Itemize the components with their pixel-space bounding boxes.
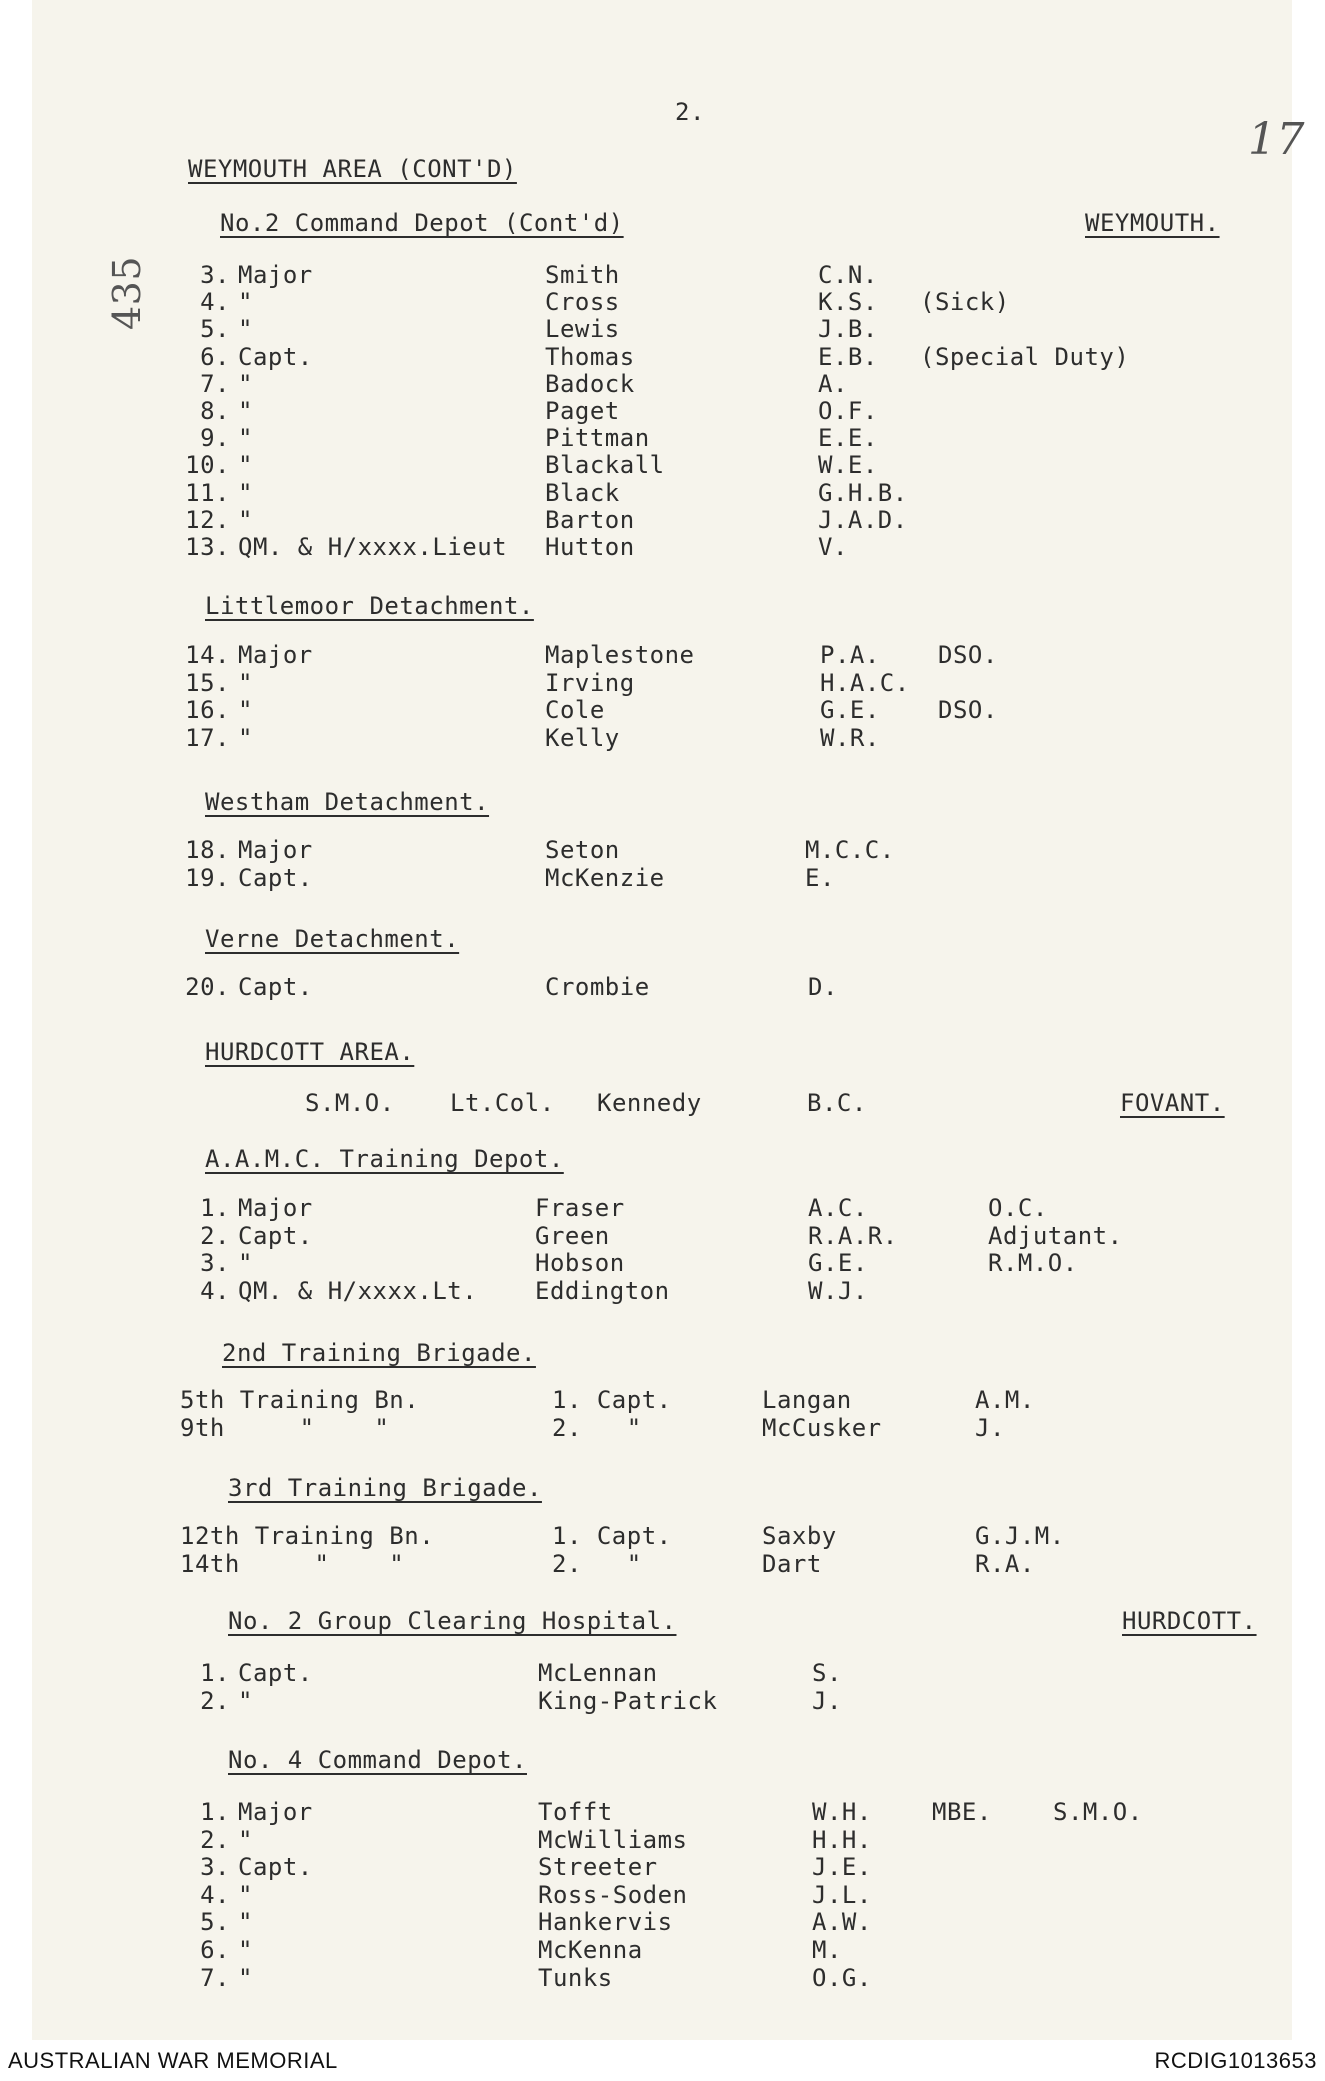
- handwritten-folio: 17: [1248, 114, 1305, 165]
- roster-initials: H.H.: [812, 1825, 872, 1854]
- roster-initials: W.R.: [820, 723, 880, 752]
- roster-number: 4.: [200, 1276, 230, 1305]
- roster-number: 5.: [200, 315, 230, 344]
- roster-surname: Thomas: [545, 342, 635, 371]
- roster-surname: Paget: [545, 397, 620, 425]
- roster-initials: A.C.: [808, 1194, 868, 1222]
- area-title: WEYMOUTH AREA (CONT'D): [188, 155, 517, 183]
- roster-note: MBE.: [932, 1798, 992, 1826]
- roster-rank: ": [238, 1936, 253, 1964]
- roster-rank: ": [238, 696, 253, 724]
- roster-surname: McKenzie: [545, 863, 665, 892]
- roster-initials: O.G.: [812, 1963, 872, 1992]
- roster-surname: Cross: [545, 288, 620, 317]
- section-title-brigade3: 3rd Training Brigade.: [228, 1474, 542, 1502]
- roster-number: 6.: [200, 1936, 230, 1964]
- roster-number: 5.: [200, 1908, 230, 1937]
- roster-number: 3.: [200, 1853, 230, 1882]
- roster-initials: J.: [975, 1413, 1005, 1442]
- roster-surname: Langan: [762, 1386, 852, 1414]
- margin-number: 435: [105, 255, 149, 330]
- roster-surname: Dart: [762, 1549, 822, 1578]
- roster-surname: Tofft: [538, 1798, 613, 1826]
- roster-surname: Green: [535, 1221, 610, 1250]
- roster-rank: ": [238, 1825, 253, 1854]
- roster-rank: ": [238, 397, 253, 425]
- roster-number: 4.: [200, 288, 230, 317]
- roster-initials: E.: [805, 863, 835, 892]
- roster-note: DSO.: [938, 641, 998, 669]
- roster-initials: C.N.: [818, 261, 878, 289]
- section-title-aamc: A.A.M.C. Training Depot.: [205, 1145, 564, 1173]
- roster-initials: J.A.D.: [818, 505, 908, 534]
- roster-surname: King-Patrick: [538, 1686, 718, 1715]
- roster-rank: 1. Capt.: [552, 1386, 672, 1414]
- roster-rank: ": [238, 1249, 253, 1277]
- roster-number: 18.: [185, 836, 230, 864]
- roster-unit: 14th " ": [180, 1549, 405, 1578]
- roster-initials: S.: [812, 1659, 842, 1687]
- section-title-gch2: No. 2 Group Clearing Hospital.: [228, 1607, 677, 1635]
- roster-number: 4.: [200, 1880, 230, 1909]
- roster-number: 10.: [185, 451, 230, 480]
- roster-surname: Irving: [545, 668, 635, 697]
- roster-rank: Capt.: [238, 1221, 313, 1250]
- page-number: 2.: [675, 98, 705, 126]
- roster-number: 12.: [185, 505, 230, 534]
- roster-rank: Major: [238, 1798, 313, 1826]
- roster-initials: J.E.: [812, 1853, 872, 1882]
- section-title-cmd2: No.2 Command Depot (Cont'd): [220, 209, 624, 237]
- section-title-verne: Verne Detachment.: [205, 925, 460, 953]
- roster-unit: 12th Training Bn.: [180, 1522, 435, 1550]
- roster-initials: D.: [808, 973, 838, 1001]
- roster-number: 7.: [200, 1963, 230, 1992]
- roster-surname: Eddington: [535, 1276, 670, 1305]
- roster-rank: ": [238, 478, 253, 507]
- roster-rank: 2. ": [552, 1413, 642, 1442]
- roster-note: Adjutant.: [988, 1221, 1123, 1250]
- section-title-cmd4: No. 4 Command Depot.: [228, 1746, 527, 1774]
- roster-rank: 1. Capt.: [552, 1522, 672, 1550]
- roster-number: 9.: [200, 424, 230, 453]
- roster-initials: E.E.: [818, 424, 878, 453]
- roster-surname: Saxby: [762, 1522, 837, 1550]
- roster-surname: McLennan: [538, 1659, 658, 1687]
- roster-number: 20.: [185, 973, 230, 1001]
- roster-surname: Crombie: [545, 973, 650, 1001]
- weymouth-location: WEYMOUTH.: [1085, 209, 1220, 237]
- roster-unit: 9th " ": [180, 1413, 390, 1442]
- roster-initials: G.J.M.: [975, 1522, 1065, 1550]
- roster-surname: Cole: [545, 696, 605, 724]
- roster-number: 11.: [185, 478, 230, 507]
- roster-rank: ": [238, 505, 253, 534]
- roster-rank: Capt.: [238, 863, 313, 892]
- roster-initials: E.B.: [818, 342, 878, 371]
- roster-rank: ": [238, 668, 253, 697]
- roster-note: O.C.: [988, 1194, 1048, 1222]
- roster-rank: ": [238, 288, 253, 317]
- roster-number: 17.: [185, 723, 230, 752]
- roster-surname: McCusker: [762, 1413, 882, 1442]
- roster-number: 13.: [185, 533, 230, 561]
- roster-initials: R.A.R.: [808, 1221, 898, 1250]
- hurdcott-location: HURDCOTT.: [1122, 1607, 1257, 1635]
- roster-number: 1.: [200, 1798, 230, 1826]
- roster-number: 2.: [200, 1825, 230, 1854]
- roster-number: 16.: [185, 696, 230, 724]
- roster-initials: J.B.: [818, 315, 878, 344]
- roster-note: (Sick): [920, 288, 1010, 317]
- roster-rank: Major: [238, 1194, 313, 1222]
- roster-initials: J.L.: [812, 1880, 872, 1909]
- roster-rank: ": [238, 451, 253, 480]
- roster-surname: Kelly: [545, 723, 620, 752]
- roster-number: 19.: [185, 863, 230, 892]
- roster-rank: ": [238, 1686, 253, 1715]
- roster-number: 1.: [200, 1659, 230, 1687]
- footer-reference: RCDIG1013653: [1154, 2048, 1317, 2073]
- roster-extra: S.M.O.: [1053, 1798, 1143, 1826]
- roster-surname: Badock: [545, 369, 635, 398]
- roster-surname: Hutton: [545, 533, 635, 561]
- roster-surname: Ross-Soden: [538, 1880, 688, 1909]
- roster-initials: R.A.: [975, 1549, 1035, 1578]
- roster-rank: ": [238, 424, 253, 453]
- roster-initials: O.F.: [818, 397, 878, 425]
- roster-rank: Capt.: [238, 1659, 313, 1687]
- roster-rank: ": [238, 369, 253, 398]
- roster-rank: Capt.: [238, 973, 313, 1001]
- roster-note: (Special Duty): [920, 342, 1130, 371]
- roster-initials: J.: [812, 1686, 842, 1715]
- roster-number: 3.: [200, 261, 230, 289]
- roster-rank: Major: [238, 261, 313, 289]
- roster-initials: G.E.: [820, 696, 880, 724]
- roster-rank: QM. & H/xxxx.Lt.: [238, 1276, 478, 1305]
- footer-institution: AUSTRALIAN WAR MEMORIAL: [8, 2048, 338, 2073]
- roster-initials: H.A.C.: [820, 668, 910, 697]
- roster-rank: QM. & H/xxxx.Lieut: [238, 533, 508, 561]
- roster-rank: ": [238, 1880, 253, 1909]
- roster-surname: McWilliams: [538, 1825, 688, 1854]
- roster-surname: Fraser: [535, 1194, 625, 1222]
- roster-initials: M.C.C.: [805, 836, 895, 864]
- roster-number: 14.: [185, 641, 230, 669]
- roster-number: 2.: [200, 1221, 230, 1250]
- roster-number: 1.: [200, 1194, 230, 1222]
- roster-initials: W.H.: [812, 1798, 872, 1826]
- smo-rank: Lt.Col.: [450, 1089, 555, 1117]
- roster-number: 7.: [200, 369, 230, 398]
- roster-surname: Hankervis: [538, 1908, 673, 1937]
- roster-number: 2.: [200, 1686, 230, 1715]
- roster-surname: Barton: [545, 505, 635, 534]
- roster-unit: 5th Training Bn.: [180, 1386, 420, 1414]
- roster-surname: Maplestone: [545, 641, 695, 669]
- roster-surname: Blackall: [545, 451, 665, 480]
- roster-number: 8.: [200, 397, 230, 425]
- section-title-brigade2: 2nd Training Brigade.: [222, 1339, 536, 1367]
- fovant-location: FOVANT.: [1120, 1089, 1225, 1117]
- roster-initials: P.A.: [820, 641, 880, 669]
- roster-rank: Major: [238, 641, 313, 669]
- roster-rank: Capt.: [238, 1853, 313, 1882]
- roster-note: DSO.: [938, 696, 998, 724]
- roster-surname: Lewis: [545, 315, 620, 344]
- roster-surname: Hobson: [535, 1249, 625, 1277]
- roster-surname: Pittman: [545, 424, 650, 453]
- smo-role: S.M.O.: [305, 1089, 395, 1117]
- roster-surname: Smith: [545, 261, 620, 289]
- roster-rank: 2. ": [552, 1549, 642, 1578]
- smo-name: Kennedy: [597, 1089, 702, 1117]
- roster-rank: Major: [238, 836, 313, 864]
- roster-initials: A.: [818, 369, 848, 398]
- roster-rank: ": [238, 315, 253, 344]
- roster-number: 15.: [185, 668, 230, 697]
- roster-initials: W.J.: [808, 1276, 868, 1305]
- roster-number: 6.: [200, 342, 230, 371]
- roster-rank: ": [238, 723, 253, 752]
- roster-initials: V.: [818, 533, 848, 561]
- section-title-littlemoor: Littlemoor Detachment.: [205, 592, 534, 620]
- roster-surname: Seton: [545, 836, 620, 864]
- roster-initials: A.W.: [812, 1908, 872, 1937]
- roster-surname: McKenna: [538, 1936, 643, 1964]
- roster-initials: A.M.: [975, 1386, 1035, 1414]
- roster-initials: G.E.: [808, 1249, 868, 1277]
- roster-note: R.M.O.: [988, 1249, 1078, 1277]
- roster-rank: ": [238, 1908, 253, 1937]
- roster-surname: Streeter: [538, 1853, 658, 1882]
- section-title-westham: Westham Detachment.: [205, 788, 490, 816]
- roster-rank: Capt.: [238, 342, 313, 371]
- roster-surname: Tunks: [538, 1963, 613, 1992]
- roster-rank: ": [238, 1963, 253, 1992]
- roster-number: 3.: [200, 1249, 230, 1277]
- smo-initials: B.C.: [807, 1089, 867, 1117]
- roster-initials: K.S.: [818, 288, 878, 317]
- roster-initials: M.: [812, 1936, 842, 1964]
- roster-surname: Black: [545, 478, 620, 507]
- hurdcott-area-title: HURDCOTT AREA.: [205, 1038, 415, 1066]
- roster-initials: W.E.: [818, 451, 878, 480]
- roster-initials: G.H.B.: [818, 478, 908, 507]
